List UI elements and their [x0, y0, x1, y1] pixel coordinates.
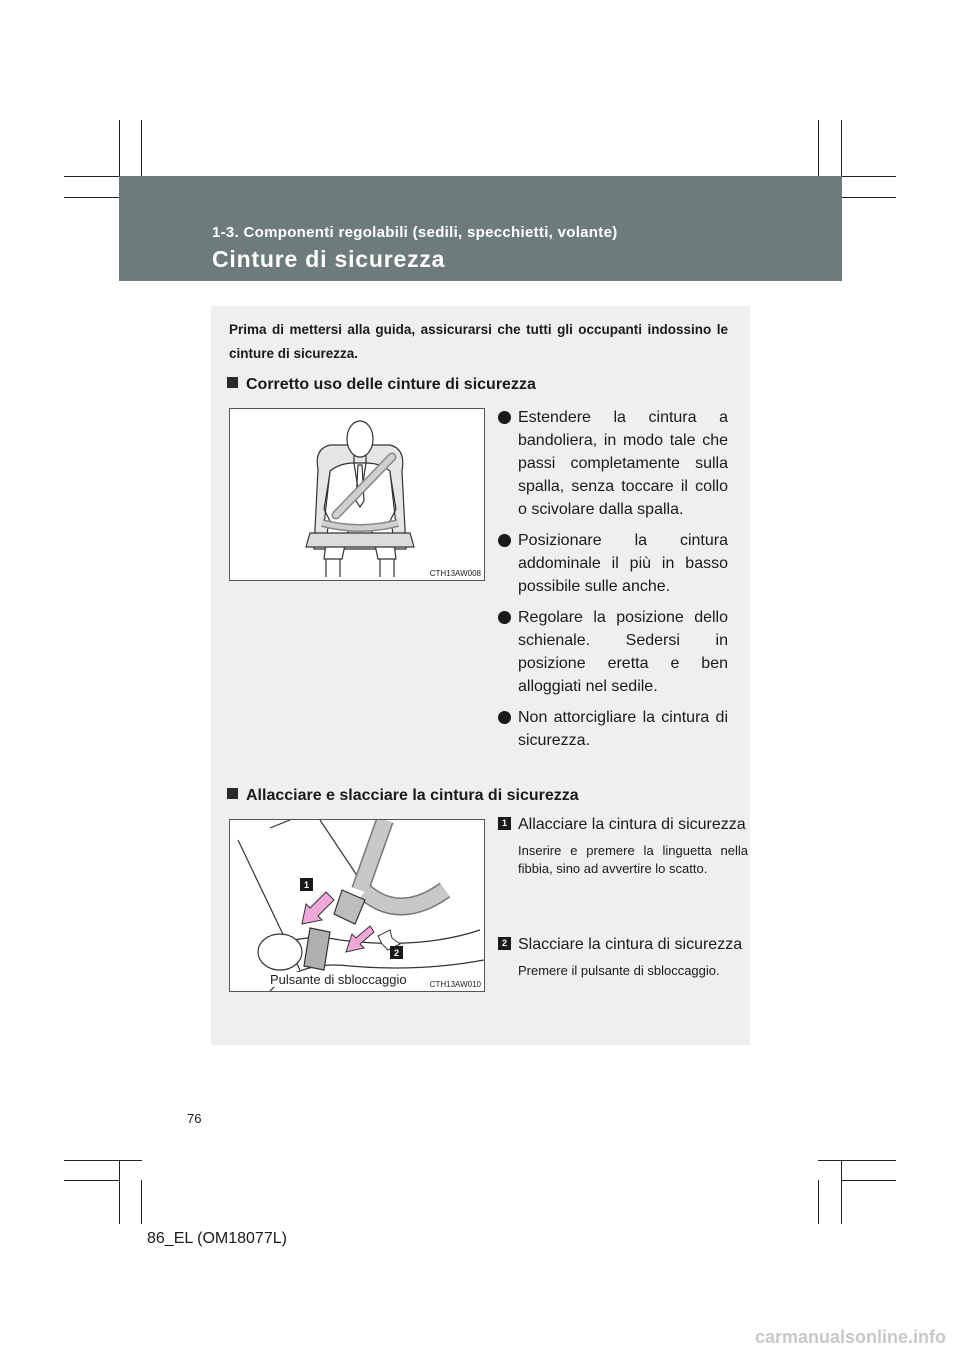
watermark: carmanualsonline.info	[754, 1327, 946, 1347]
crop-mark	[818, 120, 819, 176]
callout-1: 1	[303, 880, 310, 890]
figure-code: CTH13AW010	[429, 980, 481, 989]
section-label: 1-3. Componenti regolabili (sedili, specchietti, volante)	[212, 224, 618, 241]
list-item: Estendere la cintura a bandoliera, in modo tale che passi completamente sulla spalla, senza toccare il collo o scivolare dalla spalla.	[498, 406, 728, 521]
crop-mark	[842, 1180, 896, 1181]
step-title: Allacciare la cintura di sicurezza	[518, 816, 746, 833]
step-fasten	[498, 813, 748, 878]
page-number: 76	[187, 1111, 202, 1126]
crop-mark	[818, 1160, 896, 1161]
intro-text: Prima di mettersi alla guida, assicurarsi che tutti gli occupanti indossino le cinture di sicurezza.	[229, 322, 728, 361]
step-number-badge: 2	[498, 937, 511, 950]
crop-mark	[64, 197, 120, 198]
step-unfasten	[498, 933, 748, 980]
circle-bullet-icon	[498, 611, 511, 624]
figure-seated-belt	[229, 408, 485, 581]
figure-code: CTH13AW008	[429, 569, 481, 578]
callout-2: 2	[393, 948, 400, 958]
header-band	[119, 176, 842, 281]
step-number-badge: 1	[498, 817, 511, 830]
content-box	[211, 306, 750, 1045]
crop-mark	[141, 1180, 142, 1224]
crop-mark	[141, 120, 142, 176]
crop-mark	[119, 120, 120, 176]
crop-mark	[119, 1160, 120, 1224]
square-bullet-icon	[227, 377, 238, 388]
circle-bullet-icon	[498, 411, 511, 424]
list-item: Regolare la posizione dello schienale. Sedersi in posizione eretta e ben alloggiati nel sedile.	[498, 606, 728, 698]
bullet-list	[498, 406, 728, 760]
step-description: Inserire e premere la linguetta nella fibbia, sino ad avvertire lo scatto.	[518, 843, 748, 876]
crop-mark	[841, 1160, 842, 1224]
section-heading-correct-use: Corretto uso delle cinture di sicurezza	[227, 376, 536, 394]
step-description: Premere il pulsante di sbloccaggio.	[518, 963, 720, 978]
section-heading-fasten: Allacciare e slacciare la cintura di sicurezza	[227, 787, 579, 805]
crop-mark	[64, 176, 120, 177]
crop-mark	[64, 1180, 120, 1181]
figure-buckle	[229, 819, 485, 992]
circle-bullet-icon	[498, 711, 511, 724]
list-item: Non attorcigliare la cintura di sicurezza.	[498, 706, 728, 752]
circle-bullet-icon	[498, 534, 511, 547]
step-title: Slacciare la cintura di sicurezza	[518, 936, 743, 953]
crop-mark	[64, 1160, 142, 1161]
square-bullet-icon	[227, 788, 238, 799]
crop-mark	[841, 120, 842, 176]
seated-person-illustration	[230, 409, 484, 580]
page-title: Cinture di sicurezza	[212, 246, 446, 272]
crop-mark	[842, 176, 896, 177]
document-code: 86_EL (OM18077L)	[147, 1230, 287, 1247]
figure-caption: Pulsante di sbloccaggio	[270, 972, 407, 987]
buckle-illustration	[230, 820, 484, 991]
crop-mark	[818, 1180, 819, 1224]
crop-mark	[842, 197, 896, 198]
list-item: Posizionare la cintura addominale il più in basso possibile sulle anche.	[498, 529, 728, 598]
